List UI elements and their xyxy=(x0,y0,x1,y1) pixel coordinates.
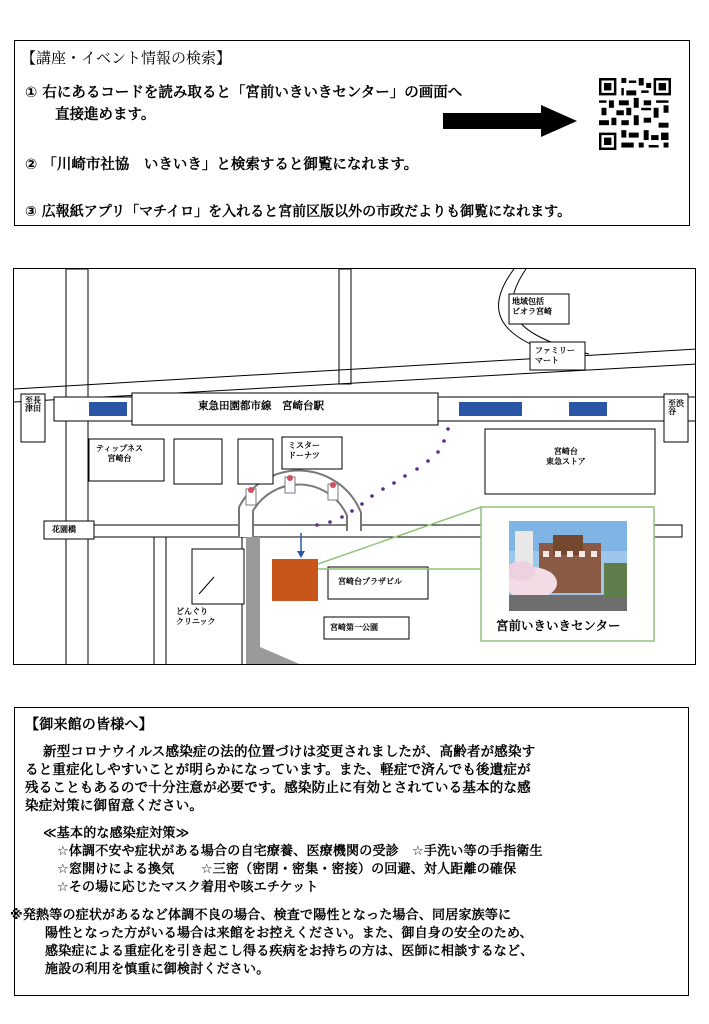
tokyu-store-label: 宮崎台 東急ストア xyxy=(546,447,586,466)
notice-para-line-1: 新型コロナウイルス感染症の法的位置づけは変更されましたが、高齢者が感染す xyxy=(43,744,536,760)
access-map xyxy=(13,268,696,665)
note-line-4: 施設の利用を慎重に御検討ください。 xyxy=(45,962,270,977)
notice-para-line-4: 染症対策に御留意ください。 xyxy=(25,798,204,814)
right-arrow-icon xyxy=(443,105,577,139)
notice-para-line-2: ると重症化しやすいことが明らかになっています。また、軽症で済んでも後遺症が xyxy=(25,762,531,778)
measure-line-2: ☆窓開けによる換気 ☆三密（密閉・密集・密接）の回避、対人距離の確保 xyxy=(57,862,517,877)
measure-line-3: ☆その場に応じたマスク着用や咳エチケット xyxy=(57,880,319,895)
plaza-label: 宮崎台プラザビル xyxy=(338,577,402,586)
clinic-label: どんぐり クリニック xyxy=(176,607,216,626)
hospice-label: 地域包括 ビオラ宮崎 xyxy=(512,297,552,316)
misterdonut-label: ミスター ドーナツ xyxy=(288,441,320,460)
measures-title: ≪基本的な感染症対策≫ xyxy=(43,826,190,841)
notice-box xyxy=(10,707,689,996)
qr-code-icon[interactable] xyxy=(599,78,671,150)
search-info-title: 【講座・イベント情報の検索】 xyxy=(21,49,232,67)
search-item-1-cont: 直接進めます。 xyxy=(55,107,156,123)
search-item-3: ③ 広報紙アプリ「マチイロ」を入れると宮前区版以外の市政だよりも御覧になれます。 xyxy=(25,204,572,220)
search-item-2: ② 「川崎市社協 いきいき」と検索すると御覧になれます。 xyxy=(25,157,419,173)
center-photo xyxy=(509,521,627,611)
measure-line-1: ☆体調不安や症状がある場合の自宅療養、医療機関の受診 ☆手洗い等の手指衛生 xyxy=(57,844,543,859)
notice-para-line-3: 残ることもあるので十分注意が必要です。感染防止に有効とされている基本的な感 xyxy=(25,780,531,796)
note-line-3: 感染症による重症化を引き起こし得る疾病をお持ちの方は、医師に相談するなど、 xyxy=(45,944,534,959)
hanagaki-label: 花園橋 xyxy=(52,525,76,534)
center-label: 宮前いきいきセンター xyxy=(496,618,621,633)
to-shibuya-label: 至渋谷 xyxy=(668,399,684,417)
search-item-1: ① 右にあるコードを読み取ると「宮前いきいきセンター」の画面へ xyxy=(25,85,463,101)
park-label: 宮崎第一公園 xyxy=(330,623,378,632)
note-line-1: ※発熱等の症状があるなど体調不良の場合、検査で陽性となった場合、同居家族等に xyxy=(10,908,512,923)
search-info-box xyxy=(14,40,690,226)
notice-title: 【御来館の皆様へ】 xyxy=(25,717,153,733)
tipness-label: ティップネス 宮崎台 xyxy=(96,444,144,463)
note-line-2: 陽性となった方がいる場合は来館をお控えください。また、御自身の安全のため、 xyxy=(45,926,533,941)
familymart-label: ファミリー マート xyxy=(535,346,575,365)
to-nagatsuta-label: 至長津田 xyxy=(25,396,41,414)
station-label: 東急田園都市線 宮崎台駅 xyxy=(198,400,324,412)
